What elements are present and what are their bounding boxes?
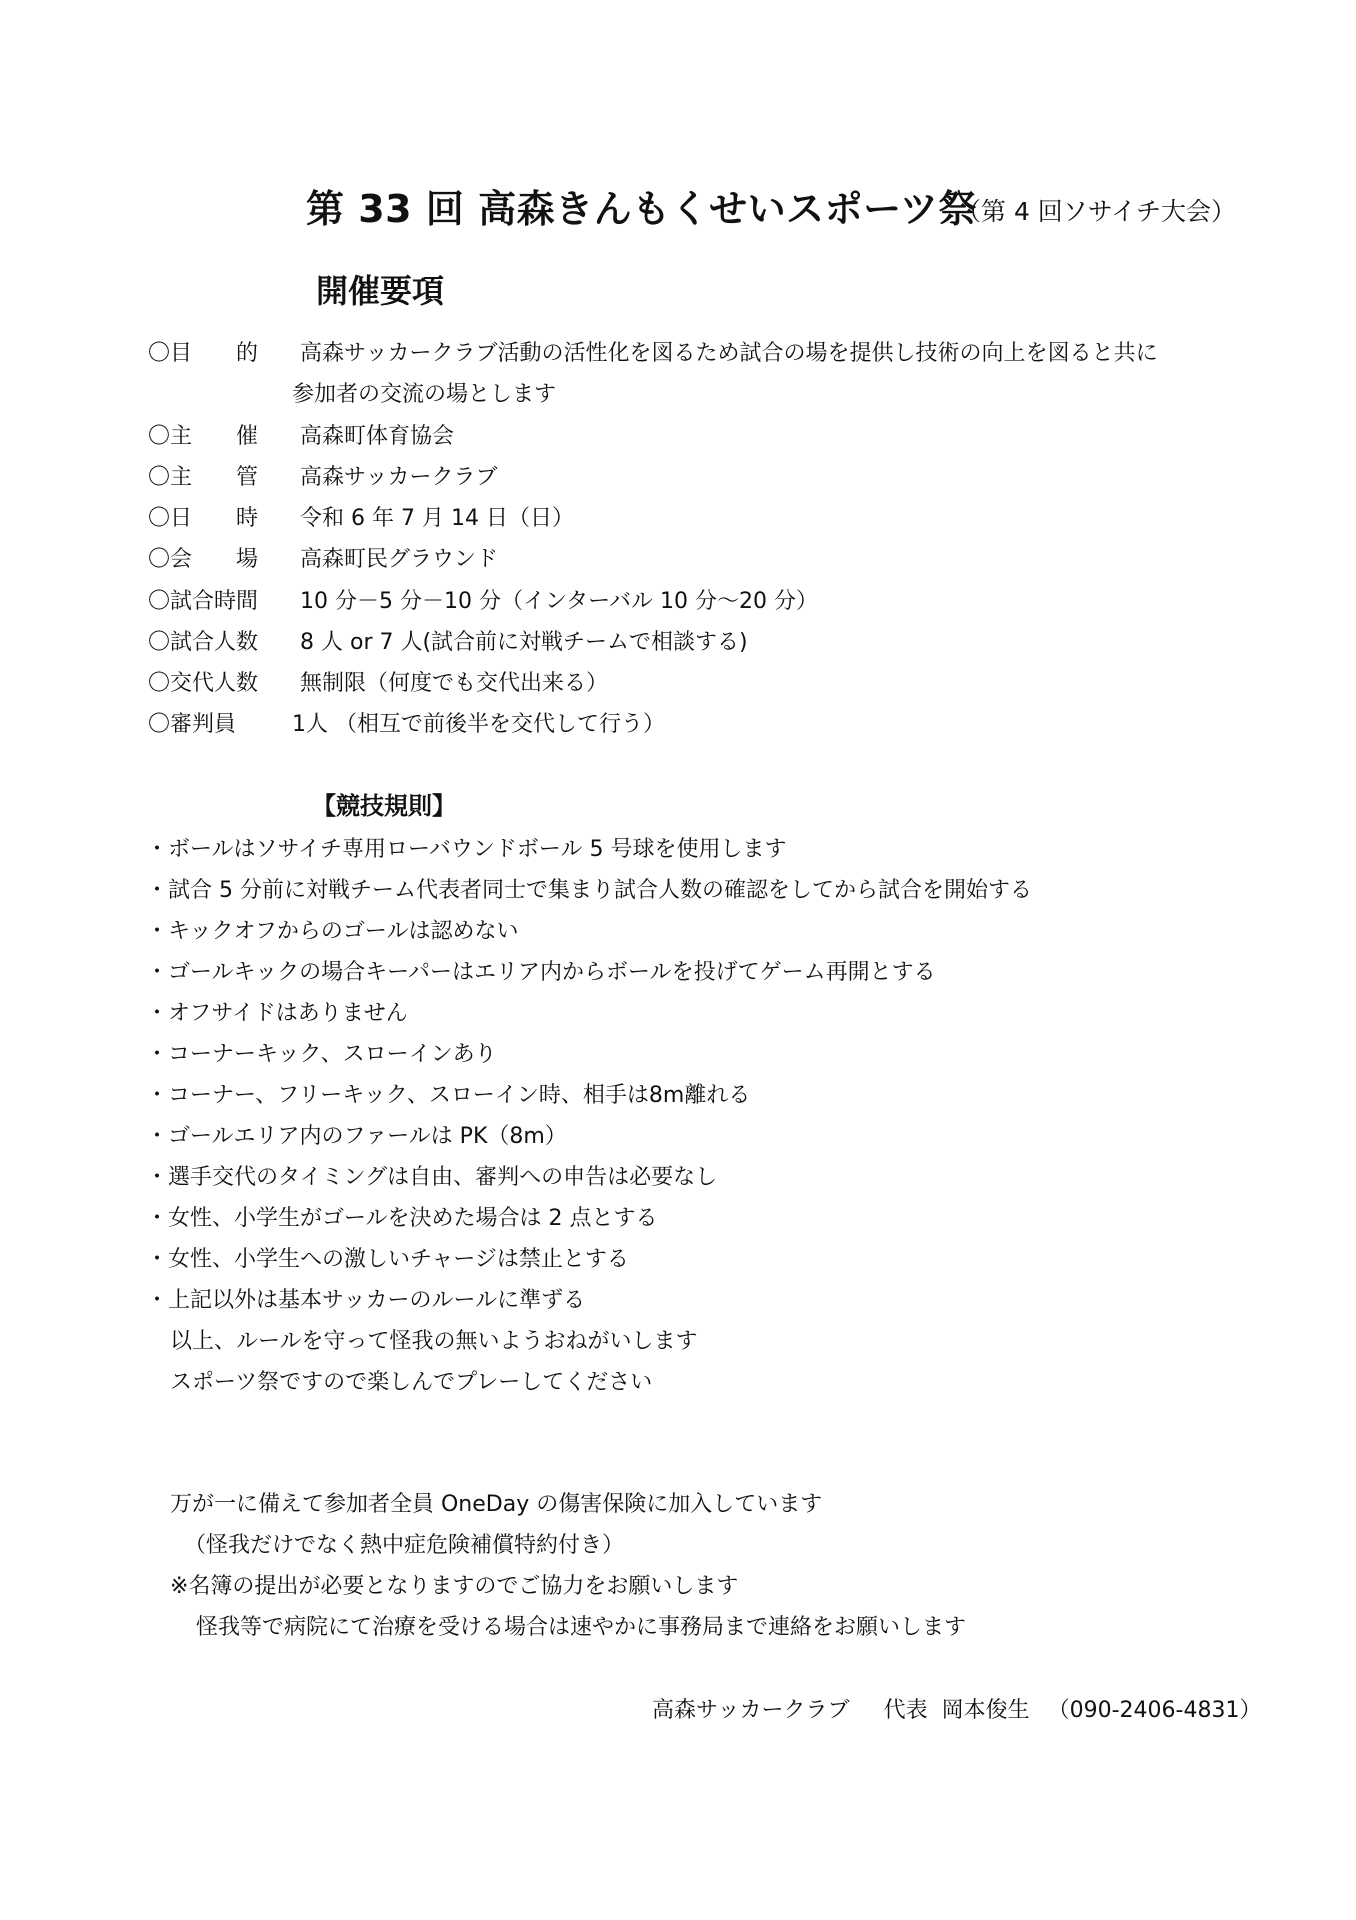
insurance-note: 万が一に備えて参加者全員 OneDay の傷害保険に加入しています bbox=[170, 1492, 823, 1517]
rule-item: ・ゴールエリア内のファールは PK（8m） bbox=[146, 1124, 567, 1149]
item-label-substitutions: 〇交代人数 bbox=[148, 671, 259, 696]
item-label-venue: 〇会 場 bbox=[148, 547, 259, 572]
item-value-purpose: 高森サッカークラブ活動の活性化を図るため試合の場を提供し技術の向上を図ると共に bbox=[300, 341, 1158, 366]
page-title: 第 33 回 高森きんもくせいスポーツ祭 bbox=[306, 187, 978, 231]
footer-organization: 高森サッカークラブ bbox=[652, 1698, 850, 1723]
roster-note: ※名簿の提出が必要となりますのでご協力をお願いします bbox=[170, 1574, 739, 1599]
item-value-organizer: 高森町体育協会 bbox=[300, 424, 455, 449]
item-value-date: 令和 6 年 7 月 14 日（日） bbox=[300, 506, 574, 531]
rule-item: ・女性、小学生への激しいチャージは禁止とする bbox=[146, 1247, 629, 1272]
item-label-management: 〇主 管 bbox=[148, 465, 259, 490]
contact-footer bbox=[652, 1693, 1261, 1724]
item-label-referee: 〇審判員 bbox=[148, 712, 237, 737]
rule-item: ・コーナーキック、スローインあり bbox=[146, 1042, 497, 1067]
page-subtitle: （第 4 回ソサイチ大会） bbox=[956, 197, 1237, 226]
rule-item: ・ボールはソサイチ専用ローバウンドボール 5 号球を使用します bbox=[146, 837, 787, 862]
rule-item: ・キックオフからのゴールは認めない bbox=[146, 919, 519, 944]
rules-heading: 【競技規則】 bbox=[312, 792, 456, 820]
rule-item: ・上記以外は基本サッカーのルールに準ずる bbox=[146, 1288, 586, 1313]
item-value-referee: 1人 （相互で前後半を交代して行う） bbox=[292, 712, 665, 737]
footer-role: 代表 bbox=[883, 1698, 928, 1723]
item-value-purpose-continuation: 参加者の交流の場とします bbox=[292, 382, 557, 407]
closing-line: 以上、ルールを守って怪我の無いようおねがいします bbox=[170, 1329, 698, 1354]
item-value-players: 8 人 or 7 人(試合前に対戦チームで相談する) bbox=[300, 630, 748, 655]
item-label-organizer: 〇主 催 bbox=[148, 424, 259, 449]
item-value-substitutions: 無制限（何度でも交代出来る） bbox=[300, 671, 609, 696]
rule-item: ・オフサイドはありません bbox=[146, 1001, 408, 1026]
footer-name: 岡本俊生 bbox=[941, 1698, 1030, 1723]
footer-phone: （090-2406-4831） bbox=[1047, 1698, 1262, 1723]
item-value-venue: 高森町民グラウンド bbox=[300, 547, 499, 572]
item-label-date: 〇日 時 bbox=[148, 506, 259, 531]
item-label-match-time: 〇試合時間 bbox=[148, 589, 259, 614]
rule-item: ・ゴールキックの場合キーパーはエリア内からボールを投げてゲーム再開とする bbox=[146, 960, 936, 985]
closing-line: スポーツ祭ですので楽しんでプレーしてください bbox=[170, 1370, 653, 1395]
item-label-players: 〇試合人数 bbox=[148, 630, 259, 655]
item-label-purpose: 〇目 的 bbox=[148, 341, 259, 366]
item-value-match-time: 10 分－5 分－10 分（インターバル 10 分～20 分） bbox=[300, 589, 818, 614]
insurance-note-detail: （怪我だけでなく熱中症危険補償特約付き） bbox=[184, 1533, 625, 1558]
rule-item: ・コーナー、フリーキック、スローイン時、相手は8m離れる bbox=[146, 1083, 751, 1108]
rule-item: ・選手交代のタイミングは自由、審判への申告は必要なし bbox=[146, 1165, 718, 1190]
item-value-management: 高森サッカークラブ bbox=[300, 465, 498, 490]
hospital-note: 怪我等で病院にて治療を受ける場合は速やかに事務局まで連絡をお願いします bbox=[196, 1615, 967, 1640]
section-heading: 開催要項 bbox=[316, 272, 445, 310]
rule-item: ・試合 5 分前に対戦チーム代表者同士で集まり試合人数の確認をしてから試合を開始する bbox=[146, 878, 1032, 903]
rule-item: ・女性、小学生がゴールを決めた場合は 2 点とする bbox=[146, 1206, 658, 1231]
